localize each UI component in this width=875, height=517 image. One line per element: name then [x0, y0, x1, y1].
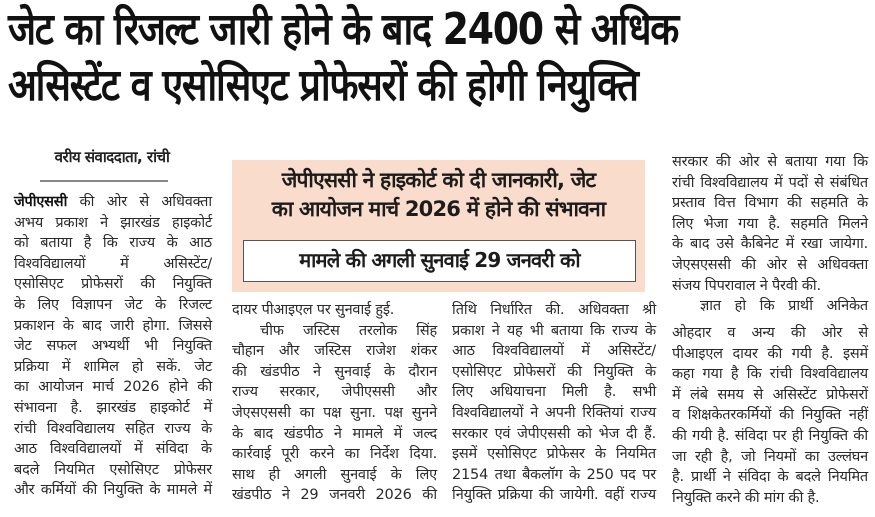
article-line: लिए अधियाचना मिली है. सभी	[452, 384, 656, 401]
highlight-title	[232, 166, 645, 224]
article-line: एसोसिएट प्रोफेसरों की नियुक्ति	[14, 276, 212, 293]
article-line: संभावना है. झारखंड हाइकोर्ट में	[14, 399, 212, 416]
article-line: जेएसएससी की ओर से अधिवक्ता	[672, 256, 868, 273]
highlight-subtitle: मामले की अगली सुनवाई 29 जनवरी को	[243, 240, 636, 282]
highlight-box	[232, 160, 645, 292]
article-line: रांची विश्वविद्यालय सहित राज्य के	[14, 420, 212, 437]
article-line: संजय पिपरावाल ने पैरवी की.	[672, 277, 821, 294]
article-line: 2154 तथा बैकलॉग के 250 पद पर	[452, 466, 656, 483]
article-column-4-top	[672, 152, 868, 317]
article-line: जेपीएससी की ओर से अधिवक्ता	[14, 194, 212, 210]
article-lead: जेपीएससी	[14, 194, 68, 210]
article-line: है. प्रार्थी ने संविदा के बदले नियमित	[672, 469, 868, 486]
article-line: कार्रवाई पूरी करने का निर्देश दिया.	[232, 446, 437, 463]
article-line: साथ ही अगली सुनवाई के लिए	[232, 466, 437, 483]
article-column-2	[232, 300, 437, 506]
article-line: कहा गया है कि रांची विश्वविद्यालय	[672, 366, 868, 383]
article-line: दायर पीआइएल पर सुनवाई हुई.	[232, 302, 395, 318]
article-line: इसमें एसोसिएट प्रोफेसर के नियमित	[452, 446, 656, 463]
article-line: जा रही है, जो नियमों का उल्लंघन	[672, 448, 868, 465]
article-line: आठ विश्वविद्यालयों में असिस्टेंट/	[452, 343, 656, 360]
article-line: अभय प्रकाश ने झारखंड हाइकोर्ट	[14, 214, 212, 231]
highlight-title-line-1: जेपीएससी ने हाइकोर्ट को दी जानकारी, जेट	[281, 168, 596, 192]
article-line: नियुक्ति प्रक्रिया की जायेगी. वहीं राज्य	[452, 487, 656, 504]
byline: वरीय संवाददाता, रांची	[54, 148, 170, 166]
highlight-title-line-2: का आयोजन मार्च 2026 में होने की संभावना	[271, 197, 606, 221]
article-column-4-bottom	[672, 323, 868, 508]
article-line: राज्य सरकार, जेपीएससी और	[232, 384, 437, 401]
article-line: में लंबे समय से असिस्टेंट प्रोफेसरों	[672, 386, 868, 403]
headline-line-1: जेट का रिजल्ट जारी होने के बाद 2400 से अधिक	[8, 4, 679, 55]
article-column-1	[14, 192, 212, 501]
article-line: आठ विश्वविद्यालयों में संविदा के	[14, 441, 212, 458]
article-line: प्रक्रिया में शामिल हो सकें. जेट	[14, 358, 212, 375]
article-line: जेट सफल अभ्यर्थी भी नियुक्ति	[14, 338, 212, 355]
article-line: के बाद खंडपीठ ने मामले में जल्द	[232, 425, 437, 442]
article-line: प्रकाश ने यह भी बताया कि राज्य के	[452, 322, 656, 339]
byline-divider	[40, 180, 168, 182]
article-line: प्रकाशन के बाद जारी होगा. जिससे	[14, 317, 212, 334]
article-line: के लिए विज्ञापन जेट के रिजल्ट	[14, 296, 212, 313]
article-line: सरकार एवं जेपीएससी को भेज दी हैं.	[452, 425, 656, 442]
article-line: तिथि निर्धारित की. अधिवक्ता श्री	[452, 302, 656, 318]
article-line: रांची विश्वविद्यालय में पदों से संबंधित	[672, 174, 868, 191]
article-line: विश्वविद्यालयों ने अपनी रिक्तियां राज्य	[452, 404, 656, 421]
article-line: चीफ जस्टिस तरलोक सिंह	[260, 322, 437, 339]
article-line: चौहान और जस्टिस राजेश शंकर	[232, 343, 437, 360]
article-line: और कर्मियों की नियुक्ति के मामले में	[14, 482, 212, 499]
article-line: के बाद उसे कैबिनेट में रखा जायेगा.	[672, 236, 868, 253]
article-line: नियुक्ति करने की मांग की है.	[672, 489, 820, 506]
article-line: विश्वविद्यालयों में असिस्टेंट/	[14, 255, 212, 272]
article-line: बदले नियमित एसोसिएट प्रोफेसर	[14, 461, 212, 478]
article-line: खंडपीठ ने 29 जनवरी 2026 की	[232, 487, 437, 504]
article-line: पीआइएल दायर की गयी है. इसमें	[672, 345, 868, 362]
article-line: सरकार की ओर से बताया गया कि	[672, 154, 868, 170]
article-line: ओहदार व अन्य की ओर से	[672, 325, 868, 341]
article-line: व शिक्षकेतरकर्मियों की नियुक्ति नहीं	[672, 407, 868, 424]
article-line: एसोसिएट प्रोफेसरों की नियुक्ति के	[452, 363, 656, 380]
article-line: लिए भेजा गया है. सहमति मिलने	[672, 215, 868, 232]
headline	[8, 2, 749, 114]
article-line: की खंडपीठ ने सुनवाई के दौरान	[232, 363, 437, 380]
article-line: का आयोजन मार्च 2026 होने की	[14, 379, 212, 396]
article-line: जेएसएससी का पक्ष सुना. पक्ष सुनने	[232, 404, 437, 421]
article-line: प्रस्ताव वित्त विभाग की सहमति के	[672, 195, 868, 212]
article-line: को बताया है कि राज्य के आठ	[14, 235, 212, 252]
article-column-3	[452, 300, 656, 506]
headline-line-2: असिस्टेंट व एसोसिएट प्रोफेसरों की होगी नियुक्ति	[8, 60, 638, 111]
article-line: ज्ञात हो कि प्रार्थी अनिकेत	[700, 298, 868, 315]
article-line: की गयी है. संविदा पर ही नियुक्ति की	[672, 427, 868, 444]
